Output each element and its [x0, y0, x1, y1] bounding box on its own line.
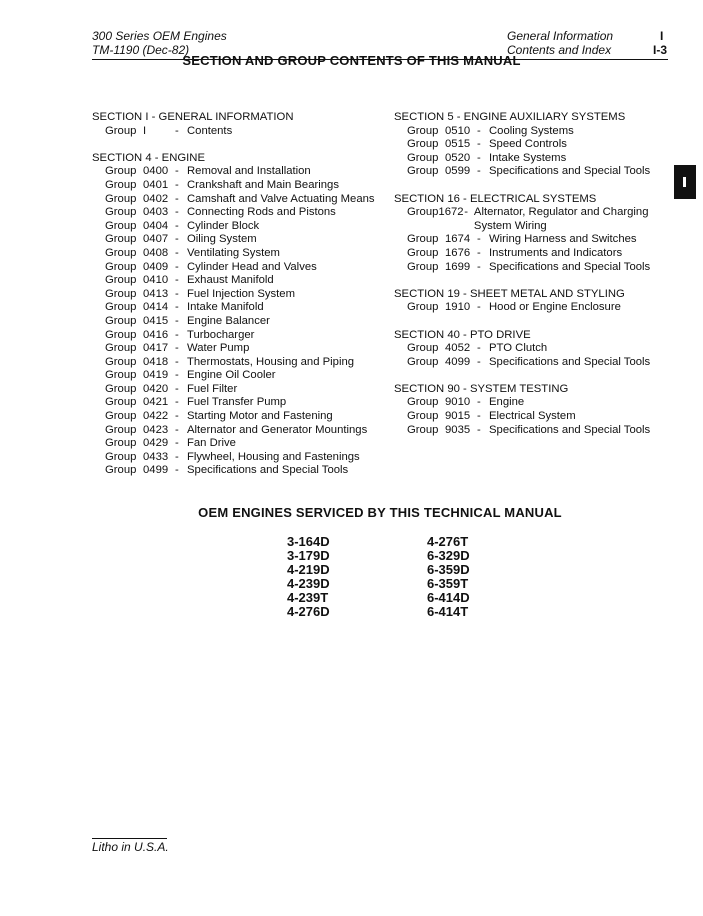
engines-list-right — [427, 535, 470, 619]
group-label: Group — [407, 260, 439, 273]
group-label: Group — [105, 178, 137, 191]
group-dash: - — [477, 423, 481, 436]
group-entry — [92, 220, 382, 234]
engine-model: 4-276D — [287, 604, 330, 619]
section-thumb-tab-mark — [683, 177, 686, 187]
group-entry — [92, 206, 382, 220]
engine-model: 4-219D — [287, 562, 330, 577]
group-label: Group — [407, 423, 439, 436]
group-dash: - — [175, 274, 179, 287]
section-thumb-tab — [674, 165, 696, 199]
group-dash: - — [175, 464, 179, 477]
footer-rule — [92, 838, 167, 839]
group-label: Group — [407, 151, 439, 164]
group-entry — [394, 396, 676, 410]
group-number: 0421 — [143, 396, 169, 409]
group-number: 0407 — [143, 233, 169, 246]
group-label: Group — [105, 314, 137, 327]
group-dash: - — [175, 219, 179, 232]
group-number: I — [143, 124, 147, 137]
group-dash: - — [477, 410, 481, 423]
group-dash: - — [175, 328, 179, 341]
engine-model: 3-179D — [287, 548, 330, 563]
group-number: 0422 — [143, 410, 169, 423]
group-entry — [92, 193, 382, 207]
section-heading: SECTION 40 - PTO DRIVE — [394, 328, 531, 341]
group-title: Speed Controls — [489, 138, 567, 151]
group-label: Group — [407, 396, 439, 409]
engine-model: 4-239T — [287, 590, 329, 605]
group-label: Group — [105, 437, 137, 450]
manual-series: 300 Series OEM Engines — [92, 29, 227, 43]
group-number: 0417 — [143, 342, 169, 355]
group-label: Group — [407, 206, 439, 219]
group-number: 1674 — [445, 233, 471, 246]
group-label: Group — [105, 464, 137, 477]
group-entry — [92, 464, 382, 478]
group-number: 0401 — [143, 178, 169, 191]
group-dash: - — [175, 369, 179, 382]
group-entry — [394, 138, 676, 152]
section-spacer — [394, 274, 676, 288]
group-dash: - — [477, 260, 481, 273]
group-number: 0419 — [143, 369, 169, 382]
section-spacer — [394, 315, 676, 329]
engines-title: OEM ENGINES SERVICED BY THIS TECHNICAL MANUAL — [198, 505, 562, 520]
engine-model: 6-329D — [427, 548, 470, 563]
engine-model: 6-414T — [427, 604, 469, 619]
group-entry — [394, 261, 676, 275]
group-dash: - — [477, 396, 481, 409]
group-entry — [92, 356, 382, 370]
group-title: Turbocharger — [187, 328, 255, 341]
group-title: Water Pump — [187, 342, 250, 355]
group-label: Group — [105, 233, 137, 246]
group-number: 0414 — [143, 301, 169, 314]
group-dash: - — [175, 396, 179, 409]
group-number: 0403 — [143, 206, 169, 219]
group-dash: - — [477, 138, 481, 151]
group-title: Engine — [489, 396, 525, 409]
group-number: 0418 — [143, 355, 169, 368]
group-label: Group — [105, 382, 137, 395]
group-number: 0413 — [143, 287, 169, 300]
group-entry — [92, 329, 382, 343]
right-contents-column — [394, 111, 676, 437]
group-number: 0402 — [143, 192, 169, 205]
group-number: 0420 — [143, 382, 169, 395]
group-dash: - — [477, 233, 481, 246]
group-title: Contents — [187, 124, 233, 137]
group-entry — [92, 274, 382, 288]
group-entry — [92, 396, 382, 410]
group-dash: - — [175, 450, 179, 463]
manual-number: TM-1190 (Dec-82) — [92, 43, 190, 57]
group-label: Group — [105, 260, 137, 273]
group-dash: - — [175, 287, 179, 300]
engine-model: 3-164D — [287, 534, 330, 549]
group-label: Group — [105, 423, 137, 436]
group-label: Group — [105, 301, 137, 314]
group-entry — [92, 451, 382, 465]
group-label: Group — [407, 138, 439, 151]
group-number: 4099 — [445, 355, 471, 368]
group-title: Connecting Rods and Pistons — [187, 206, 336, 219]
group-dash: - — [175, 246, 179, 259]
group-dash: - — [175, 178, 179, 191]
section-spacer — [394, 179, 676, 193]
group-label: Group — [105, 287, 137, 300]
group-entry — [394, 165, 676, 179]
header-page-topic: Contents and Index — [507, 43, 612, 57]
group-entry — [92, 424, 382, 438]
header-section-id: I — [660, 29, 664, 43]
group-title: Fan Drive — [187, 437, 236, 450]
engine-model: 4-239D — [287, 576, 330, 591]
group-number: 0423 — [143, 423, 169, 436]
group-label: Group — [105, 328, 137, 341]
group-entry — [394, 247, 676, 261]
page-number: I-3 — [653, 43, 668, 57]
section-heading: SECTION 5 - ENGINE AUXILIARY SYSTEMS — [394, 111, 626, 123]
group-entry — [92, 437, 382, 451]
group-title: Alternator and Generator Mountings — [187, 423, 368, 436]
group-number: 0408 — [143, 246, 169, 259]
group-title: Engine Balancer — [187, 314, 270, 327]
group-dash: - — [464, 206, 468, 219]
group-number: 9015 — [445, 410, 471, 423]
group-title: Specifications and Special Tools — [489, 423, 651, 436]
group-entry — [92, 233, 382, 247]
section-spacer — [92, 138, 382, 152]
group-label: Group — [407, 165, 439, 178]
group-entry — [92, 125, 382, 139]
group-title: Instruments and Indicators — [489, 246, 623, 259]
group-title: Cylinder Block — [187, 219, 260, 232]
group-title: Camshaft and Valve Actuating Means — [187, 192, 375, 205]
group-number: 0400 — [143, 165, 169, 178]
group-title: Specifications and Special Tools — [187, 464, 349, 477]
group-label: Group — [105, 206, 137, 219]
group-title: Cylinder Head and Valves — [187, 260, 317, 273]
group-number: 0599 — [445, 165, 471, 178]
group-label: Group — [105, 219, 137, 232]
engine-model: 6-414D — [427, 590, 470, 605]
group-entry — [394, 342, 676, 356]
group-title: Starting Motor and Fastening — [187, 410, 333, 423]
group-title: Specifications and Special Tools — [489, 165, 651, 178]
engine-model: 6-359D — [427, 562, 470, 577]
group-dash: - — [175, 423, 179, 436]
group-number: 0410 — [143, 274, 169, 287]
group-title: Intake Manifold — [187, 301, 264, 314]
engine-model: 4-276T — [427, 534, 469, 549]
group-entry — [92, 410, 382, 424]
group-dash: - — [175, 355, 179, 368]
group-label: Group — [105, 369, 137, 382]
group-label: Group — [407, 355, 439, 368]
group-title: Oiling System — [187, 233, 257, 246]
group-title: Specifications and Special Tools — [489, 355, 651, 368]
group-title: Intake Systems — [489, 151, 567, 164]
group-dash: - — [175, 437, 179, 450]
group-number: 0429 — [143, 437, 169, 450]
group-dash: - — [175, 382, 179, 395]
group-title: Wiring Harness and Switches — [489, 233, 637, 246]
section-heading: SECTION 16 - ELECTRICAL SYSTEMS — [394, 192, 597, 205]
group-entry — [92, 383, 382, 397]
group-entry — [92, 261, 382, 275]
group-label: Group — [105, 246, 137, 259]
group-number: 0409 — [143, 260, 169, 273]
group-entry — [394, 152, 676, 166]
section-heading: SECTION 19 - SHEET METAL AND STYLING — [394, 287, 625, 300]
group-dash: - — [175, 124, 179, 137]
group-title: Fuel Filter — [187, 382, 238, 395]
group-number: 0520 — [445, 151, 471, 164]
group-title: Specifications and Special Tools — [489, 260, 651, 273]
group-dash: - — [477, 165, 481, 178]
group-dash: - — [477, 355, 481, 368]
group-dash: - — [477, 301, 481, 314]
group-number: 0404 — [143, 219, 169, 232]
group-entry — [92, 165, 382, 179]
group-entry — [92, 342, 382, 356]
group-entry — [92, 179, 382, 193]
group-label: Group — [407, 233, 439, 246]
group-label: Group — [105, 410, 137, 423]
group-label: Group — [407, 246, 439, 259]
group-dash: - — [175, 165, 179, 178]
group-number: 9035 — [445, 423, 471, 436]
group-number: 0433 — [143, 450, 169, 463]
group-title: Engine Oil Cooler — [187, 369, 276, 382]
group-label: Group — [105, 124, 137, 137]
group-label: Group — [407, 301, 439, 314]
group-entry — [394, 233, 676, 247]
group-title: Fuel Injection System — [187, 287, 295, 300]
group-dash: - — [477, 246, 481, 259]
group-dash: - — [175, 342, 179, 355]
group-number: 1910 — [445, 301, 471, 314]
group-dash: - — [175, 301, 179, 314]
group-number: 0499 — [143, 464, 169, 477]
group-entry — [92, 288, 382, 302]
section-heading: SECTION 90 - SYSTEM TESTING — [394, 382, 569, 395]
header-section-name: General Information — [507, 29, 614, 43]
group-title: Flywheel, Housing and Fastenings — [187, 450, 360, 463]
group-entry — [92, 247, 382, 261]
group-title: Hood or Engine Enclosure — [489, 301, 621, 314]
group-label: Group — [105, 396, 137, 409]
engine-model: 6-359T — [427, 576, 469, 591]
left-contents-column — [92, 111, 382, 478]
group-title: Fuel Transfer Pump — [187, 396, 287, 409]
group-dash: - — [175, 410, 179, 423]
group-entry — [92, 369, 382, 383]
group-number: 0415 — [143, 314, 169, 327]
group-entry — [394, 301, 676, 315]
group-dash: - — [477, 342, 481, 355]
group-dash: - — [477, 151, 481, 164]
group-label: Group — [407, 124, 439, 137]
group-entry — [92, 315, 382, 329]
group-dash: - — [175, 206, 179, 219]
group-title: Cooling Systems — [489, 124, 574, 137]
group-title: Ventilating System — [187, 246, 280, 259]
group-dash: - — [175, 192, 179, 205]
group-number: 4052 — [445, 342, 471, 355]
group-entry — [394, 424, 676, 438]
group-label: Group — [105, 355, 137, 368]
group-dash: - — [175, 260, 179, 273]
section-spacer — [394, 369, 676, 383]
group-dash: - — [477, 124, 481, 137]
footer-litho: Litho in U.S.A. — [92, 840, 169, 854]
group-label: Group — [105, 342, 137, 355]
group-entry — [394, 206, 676, 233]
group-dash: - — [175, 314, 179, 327]
group-title: Exhaust Manifold — [187, 274, 274, 287]
group-entry — [394, 125, 676, 139]
section-heading: SECTION 4 - ENGINE — [92, 151, 205, 164]
group-label: Group — [105, 192, 137, 205]
page-title: SECTION AND GROUP CONTENTS OF THIS MANUAL — [182, 53, 521, 68]
group-title: Alternator, Regulator and Charging System Wiring — [473, 206, 649, 232]
group-title: Electrical System — [489, 410, 576, 423]
group-label: Group — [105, 165, 137, 178]
group-label: Group — [407, 410, 439, 423]
group-dash: - — [175, 233, 179, 246]
group-title: PTO Clutch — [489, 342, 548, 355]
group-number: 0416 — [143, 328, 169, 341]
group-label: Group — [105, 450, 137, 463]
group-entry — [394, 356, 676, 370]
group-label: Group — [105, 274, 137, 287]
group-title: Removal and Installation — [187, 165, 311, 178]
group-title: Thermostats, Housing and Piping — [187, 355, 355, 368]
group-number: 1672 — [438, 206, 464, 219]
group-entry — [394, 410, 676, 424]
section-heading: SECTION I - GENERAL INFORMATION — [92, 111, 294, 123]
group-entry — [92, 301, 382, 315]
group-label: Group — [407, 342, 439, 355]
group-number: 9010 — [445, 396, 471, 409]
group-title: Crankshaft and Main Bearings — [187, 178, 339, 191]
group-number: 0510 — [445, 124, 471, 137]
group-number: 1699 — [445, 260, 471, 273]
group-number: 1676 — [445, 246, 471, 259]
group-number: 0515 — [445, 138, 471, 151]
engines-list-left — [287, 535, 330, 619]
